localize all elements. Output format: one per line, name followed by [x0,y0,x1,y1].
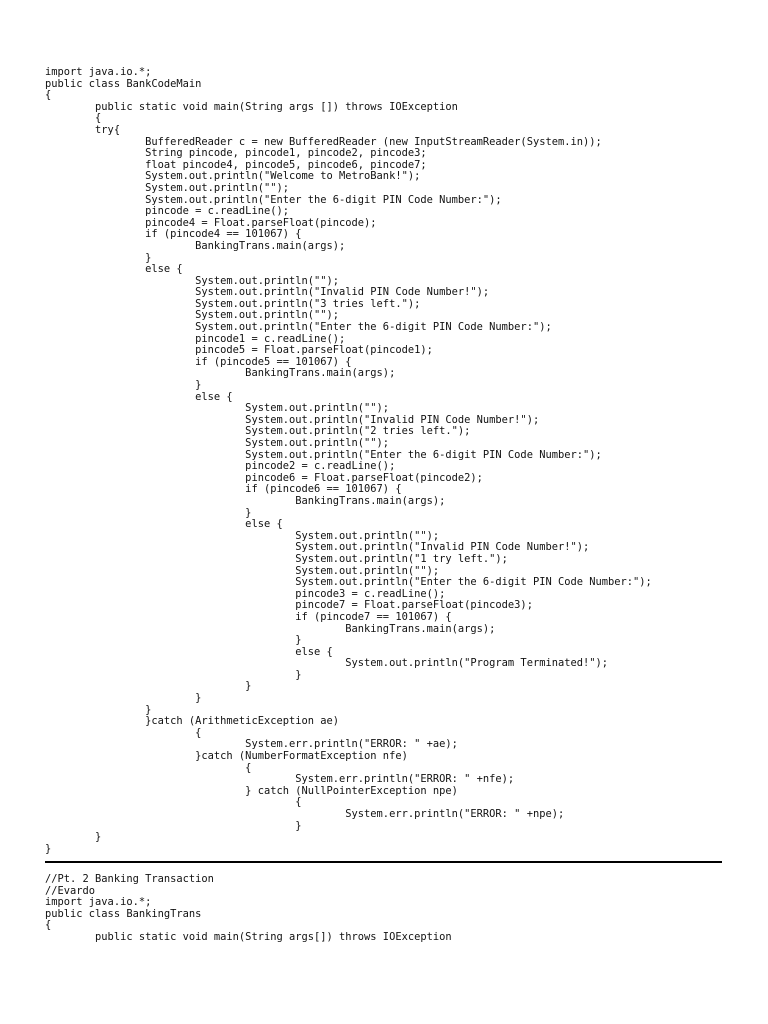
code-line: if (pincode7 == 101067) { [45,610,452,623]
code-line: System.err.println("ERROR: " +npe); [45,808,565,820]
code-line: } [45,668,302,681]
code-line: BankingTrans.main(args); [45,367,396,380]
code-line: } [45,842,52,855]
code-line: float pincode4, pincode5, pincode6, pincode7; [45,158,427,171]
code-line: if (pincode5 == 101067) { [45,355,352,368]
code-line: else { [45,518,283,531]
code-line: pincode6 = Float.parseFloat(pincode2); [45,471,483,484]
code-line: System.out.println("Enter the 6-digit PIN Code Number:"); [45,576,652,589]
code-line: //Evardo [45,884,96,897]
code-line: }catch (NumberFormatException nfe) [45,750,408,763]
code-line: { [45,726,202,739]
code-line: System.out.println(""); [45,564,440,577]
code-line: System.out.println("Invalid PIN Code Number!"); [45,413,540,426]
code-line: }catch (ArithmeticException ae) [45,715,340,728]
code-line: System.out.println("2 tries left."); [45,425,471,438]
code-line: if (pincode6 == 101067) { [45,483,402,496]
code-line: System.out.println("Enter the 6-digit PIN Code Number:"); [45,321,552,334]
code-line: System.out.println(""); [45,437,390,449]
code-line: BankingTrans.main(args); [45,239,346,252]
code-line: public class BankCodeMain [45,77,202,90]
code-line: BufferedReader c = new BufferedReader (new InputStreamReader(System.in)); [45,135,602,148]
code-line: System.out.println(""); [45,309,340,322]
code-line: pincode5 = Float.parseFloat(pincode1); [45,344,433,357]
code-line: System.out.println("Invalid PIN Code Number!"); [45,541,590,554]
code-line: //Pt. 2 Banking Transaction [45,873,214,885]
code-line: pincode1 = c.readLine(); [45,332,346,345]
code-line: System.err.println("ERROR: " +ae); [45,738,458,751]
code-line: pincode = c.readLine(); [45,205,289,218]
code-line: public static void main(String args []) throws IOException [45,100,458,113]
code-line: System.out.println(""); [45,529,440,542]
code-line: { [45,112,102,125]
code-line: System.out.println("Enter the 6-digit PIN Code Number:"); [45,193,502,206]
code-line: { [45,89,52,102]
code-line: } [45,692,202,705]
code-line: else { [45,645,333,658]
code-block-bankingtrans [45,874,452,944]
code-line: System.err.println("ERROR: " +nfe); [45,773,515,786]
code-line: pincode2 = c.readLine(); [45,460,396,473]
code-line: System.out.println("Enter the 6-digit PIN Code Number:"); [45,448,602,461]
code-line: pincode4 = Float.parseFloat(pincode); [45,216,377,229]
code-line: System.out.println("3 tries left."); [45,297,421,310]
code-line: System.out.println("Invalid PIN Code Number!"); [45,286,490,299]
code-line: } [45,819,302,832]
code-line: System.out.println("Program Terminated!"); [45,657,609,670]
code-line: } [45,251,152,264]
section-divider [45,861,722,863]
code-line: } [45,379,202,392]
code-line: else { [45,390,233,403]
code-line: if (pincode4 == 101067) { [45,228,302,241]
code-line: System.out.println(""); [45,274,340,287]
code-line: System.out.println(""); [45,181,289,194]
code-line: System.out.println("Welcome to MetroBank!"); [45,170,421,183]
code-line: try{ [45,123,121,136]
code-line: System.out.println("1 try left."); [45,552,508,565]
code-block-bankcodemain [45,67,652,855]
code-line: import java.io.*; [45,896,152,909]
code-line: BankingTrans.main(args); [45,622,496,635]
code-line: } [45,703,152,716]
code-line: import java.io.*; [45,66,152,78]
code-line: } catch (NullPointerException npe) [45,784,458,797]
code-line: { [45,761,252,774]
code-line: pincode3 = c.readLine(); [45,587,446,600]
code-line: } [45,831,102,844]
code-line: String pincode, pincode1, pincode2, pincode3; [45,147,427,160]
code-line: System.out.println(""); [45,402,390,415]
code-line: public static void main(String args[]) throws IOException [45,930,452,943]
code-line: { [45,919,52,932]
code-line: pincode7 = Float.parseFloat(pincode3); [45,599,533,612]
code-line: } [45,680,252,693]
code-line: } [45,506,252,519]
code-line: { [45,796,302,809]
code-line: else { [45,263,183,276]
code-line: BankingTrans.main(args); [45,494,446,507]
code-line: public class BankingTrans [45,907,202,920]
code-line: } [45,634,302,647]
